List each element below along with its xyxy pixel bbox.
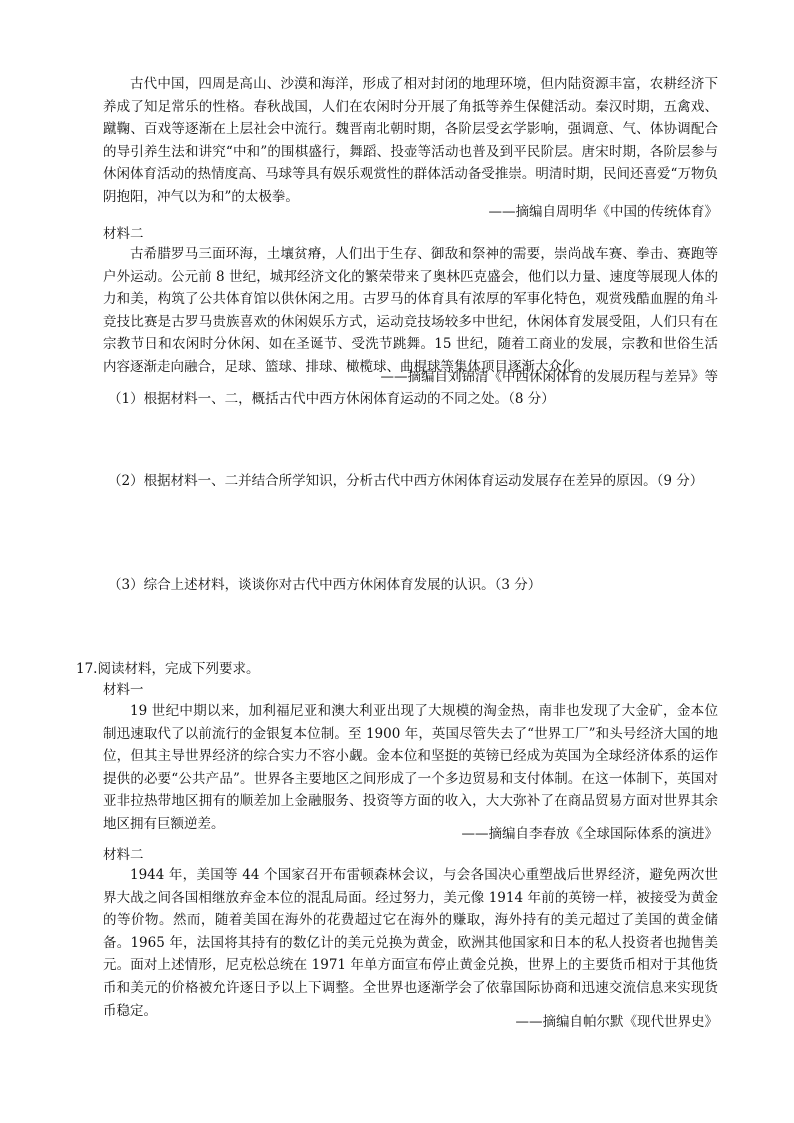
q17-material1-source: ——摘编自李春放《全球国际体系的演进》 xyxy=(461,826,718,842)
q16-material1-paragraph: 古代中国，四周是高山、沙漠和海洋，形成了相对封闭的地理环境，但内陆资源丰富，农耕经济下养成了知足常乐的性格。春秋战国，人们在农闲时分开展了角抵等养生保健活动。秦汉时期，五禽戏、蹴鞠、百戏等逐渐在上层社会中流行。魏晋南北朝时期，各阶层受玄学影响，强调意、气、体协调配合的导引养生法和讲究“中和”的围棋盛行，舞蹈、投壶等活动也普及到平民阶层。唐宋时期，各阶层参与休闲体育活动的热情度高、马球等具有娱乐观赏性的群体活动备受推崇。明清时期，民间还喜爱“万物负阴抱阳，冲气以为和”的太极拳。 xyxy=(103,76,718,205)
q16-material2-source: ——摘编自刘锦清《中西休闲体育的发展历程与差异》等 xyxy=(380,369,718,385)
q16-material2-label: 材料二 xyxy=(103,226,144,242)
q16-question-2: （2）根据材料一、二并结合所学知识，分析古代中西方休闲体育运动发展存在差异的原因。（9 分） xyxy=(108,473,704,489)
q16-question-1: （1）根据材料一、二，概括古代中西方休闲体育运动的不同之处。（8 分） xyxy=(108,391,555,407)
q17-material2-paragraph: 1944 年，美国等 44 个国家召开布雷顿森林会议，与会各国决心重塑战后世界经济，避免两次世界大战之间各国相继放弃金本位的混乱局面。经过努力，美元像 1914 年前的英镑一样，被接受为黄金的等价物。然而，随着美国在海外的花费超过它在海外的赚取，海外持有的美元超过了美国的黄金储备。1965 年，法国将其持有的数亿计的美元兑换为黄金，欧洲其他国家和日本的私人投资者也抛售美元。面对上述情形，尼克松总统在 1971 年单方面宣布停止黄金兑换，世界上的主要货币相对于其他货币和美元的价格被允许逐日予以上下调整。全世界也逐渐学会了依靠国际协商和迅速交流信息来实现货币稳定。 xyxy=(103,867,718,1019)
q17-material1-label: 材料一 xyxy=(103,682,144,698)
q17-material2-source: ——摘编自帕尔默《现代世界史》 xyxy=(515,1014,718,1030)
q16-material2-paragraph: 古希腊罗马三面环海，土壤贫瘠，人们出于生存、御敌和祭神的需要，崇尚战车赛、拳击、赛跑等户外运动。公元前 8 世纪，城邦经济文化的繁荣带来了奥林匹克盛会，他们以力量、速度等展现人体的力和美，构筑了公共体育馆以供休闲之用。古罗马的体育具有浓厚的军事化特色，观赏残酷血腥的角斗竞技比赛是古罗马贵族喜欢的休闲娱乐方式，运动竞技场较多中世纪，休闲体育发展受阻，人们只有在宗教节日和农闲时分休闲、如在圣诞节、受洗节跳舞。15 世纪，随着工商业的发展，宗教和世俗生活内容逐渐走向融合，足球、篮球、排球、橄榄球、曲棍球等集体项目逐渐大众化。 xyxy=(103,246,718,375)
q17-material1-paragraph: 19 世纪中期以来，加利福尼亚和澳大利亚出现了大规模的淘金热，南非也发现了大金矿，金本位制迅速取代了以前流行的金银复本位制。至 1900 年，英国尽管失去了“世界工厂”和头号经济大国的地位，但其主导世界经济的综合实力不容小觑。金本位和坚挺的英镑已经成为英国为全球经济体系的运作提供的必要“公共产品”。世界各主要地区之间形成了一个多边贸易和支付体制。在这一体制下，英国对亚非拉热带地区拥有的顺差加上金融服务、投资等方面的收入，大大弥补了在商品贸易方面对世界其余地区拥有巨额逆差。 xyxy=(103,703,718,832)
q17-material2-label: 材料二 xyxy=(103,847,144,863)
q17-title: 17.阅读材料，完成下列要求。 xyxy=(76,661,260,677)
q16-question-3: （3）综合上述材料，谈谈你对古代中西方休闲体育发展的认识。（3 分） xyxy=(108,577,542,593)
q16-material1-source: ——摘编自周明华《中国的传统体育》 xyxy=(488,204,718,220)
